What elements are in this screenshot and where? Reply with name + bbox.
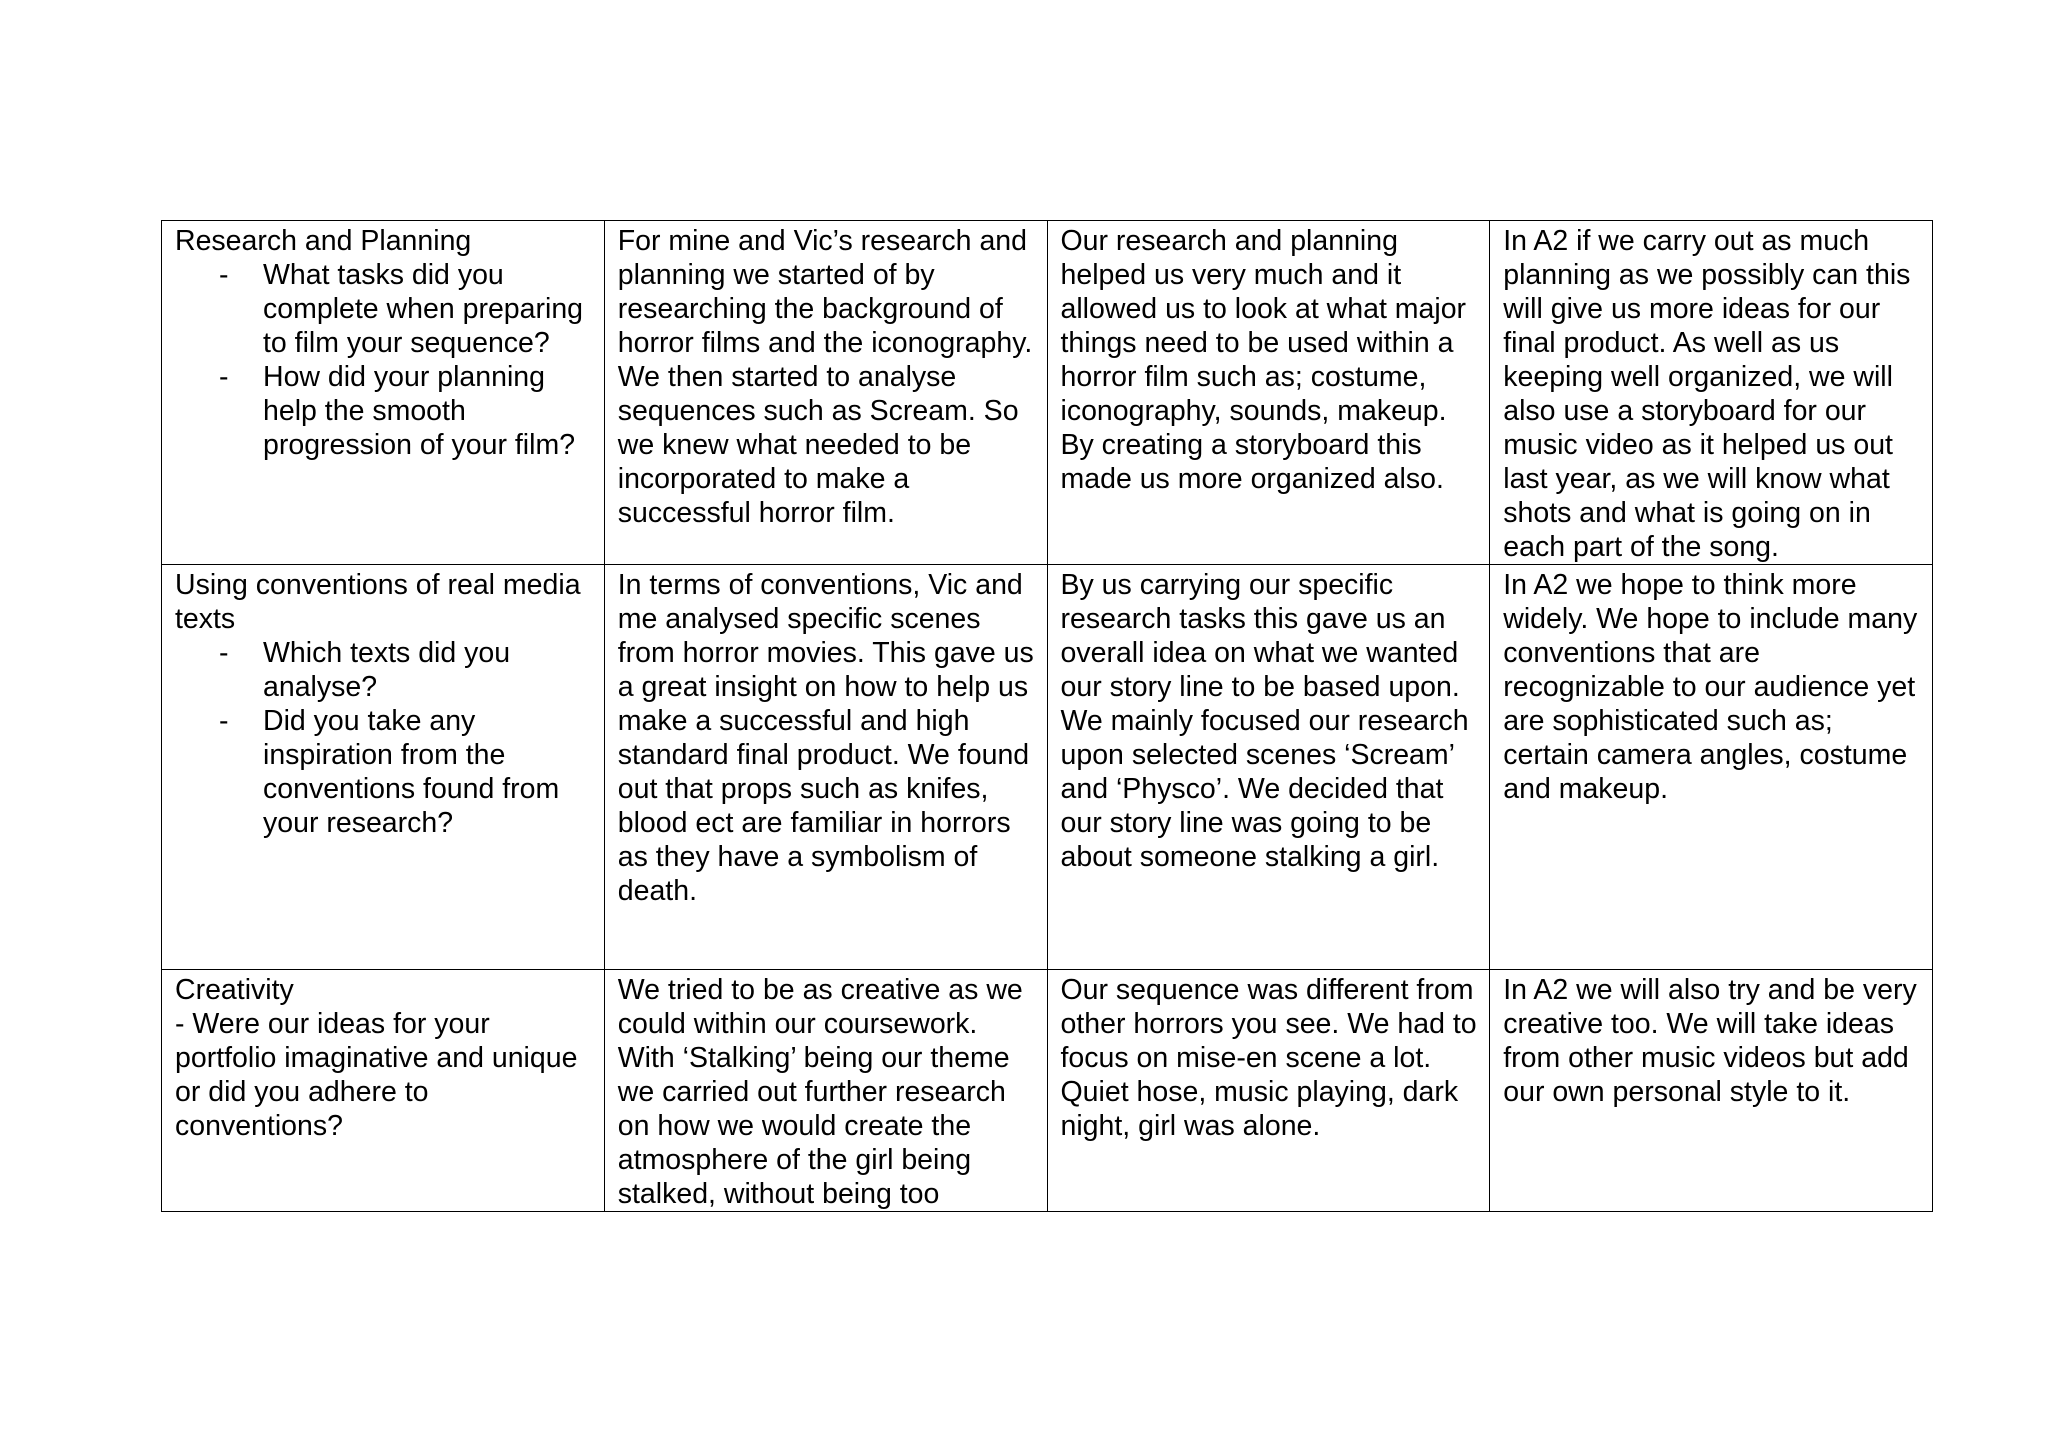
response-text: In A2 if we carry out as much planning as we possibly can this will give us more ideas for our final product. As well as us keeping well organized, we will also use a storyboard for our music video as it helped us out last year, as we will know what shots and what is going on in each part of the song. (1503, 225, 1911, 563)
dash-bullet-icon: - (219, 361, 229, 393)
response-text: Our sequence was different from other horrors you see. We had to focus on mise-en scene a lot. Quiet hose, music playing, dark night, girl was alone. (1060, 974, 1477, 1142)
response-cell-col4 (1490, 565, 1933, 970)
response-text: We tried to be as creative as we could within our coursework. With ‘Stalking’ being our theme we carried out further research on how we would create the atmosphere of the girl being stalked, without being too (617, 974, 1023, 1210)
question-bullet (175, 360, 592, 462)
question-heading: Using conventions of real media texts (175, 569, 581, 635)
question-bullets (175, 636, 592, 840)
question-cell (162, 221, 605, 565)
question-cell (162, 970, 605, 1212)
question-heading: Creativity (175, 974, 294, 1006)
response-text: By us carrying our specific research tasks this gave us an overall idea on what we wanted our story line to be based upon. We mainly focused our research upon selected scenes ‘Scream’ and ‘Physco’. We decided that our story line was going to be about someone stalking a girl. (1060, 569, 1469, 873)
response-cell-col4 (1490, 970, 1933, 1212)
table-row-creativity (162, 970, 1933, 1212)
dash-bullet-icon: - (219, 259, 229, 291)
response-cell-col4 (1490, 221, 1933, 565)
response-cell-col3 (1047, 221, 1490, 565)
question-bullet (175, 636, 592, 704)
question-cell (162, 565, 605, 970)
question-bullet-text: How did your planning help the smooth progression of your film? (263, 361, 576, 461)
question-body: - Were our ideas for your portfolio imaginative and unique or did you adhere to conventions? (175, 1008, 578, 1142)
table-row-conventions (162, 565, 1933, 970)
response-text: For mine and Vic’s research and planning we started of by researching the background of horror films and the iconography. We then started to analyse sequences such as Scream. So we knew what needed to be incorporated to make a successful horror film. (617, 225, 1033, 529)
evaluation-table (161, 220, 1933, 1212)
question-bullet (175, 258, 592, 360)
response-cell-col2 (604, 565, 1047, 970)
response-cell-col2 (604, 970, 1047, 1212)
question-heading: Research and Planning (175, 225, 472, 257)
question-bullet-text: Did you take any inspiration from the conventions found from your research? (263, 705, 560, 839)
response-text: Our research and planning helped us very much and it allowed us to look at what major things need to be used within a horror film such as; costume, iconography, sounds, makeup. By creating a storyboard this made us more organized also. (1060, 225, 1467, 495)
dash-bullet-icon: - (219, 637, 229, 669)
table-row-research-planning (162, 221, 1933, 565)
question-bullet-text: What tasks did you complete when preparing to film your sequence? (263, 259, 584, 359)
response-cell-col3 (1047, 970, 1490, 1212)
dash-bullet-icon: - (219, 705, 229, 737)
response-text: In A2 we will also try and be very creative too. We will take ideas from other music videos but add our own personal style to it. (1503, 974, 1917, 1108)
question-bullets (175, 258, 592, 462)
question-bullet (175, 704, 592, 840)
response-text: In A2 we hope to think more widely. We hope to include many conventions that are recognizable to our audience yet are sophisticated such as; certain camera angles, costume and makeup. (1503, 569, 1918, 805)
response-text: In terms of conventions, Vic and me analysed specific scenes from horror movies. This gave us a great insight on how to help us make a successful and high standard final product. We found out that props such as knifes, blood ect are familiar in horrors as they have a symbolism of death. (617, 569, 1034, 907)
question-bullet-text: Which texts did you analyse? (263, 637, 511, 703)
response-cell-col2 (604, 221, 1047, 565)
response-cell-col3 (1047, 565, 1490, 970)
